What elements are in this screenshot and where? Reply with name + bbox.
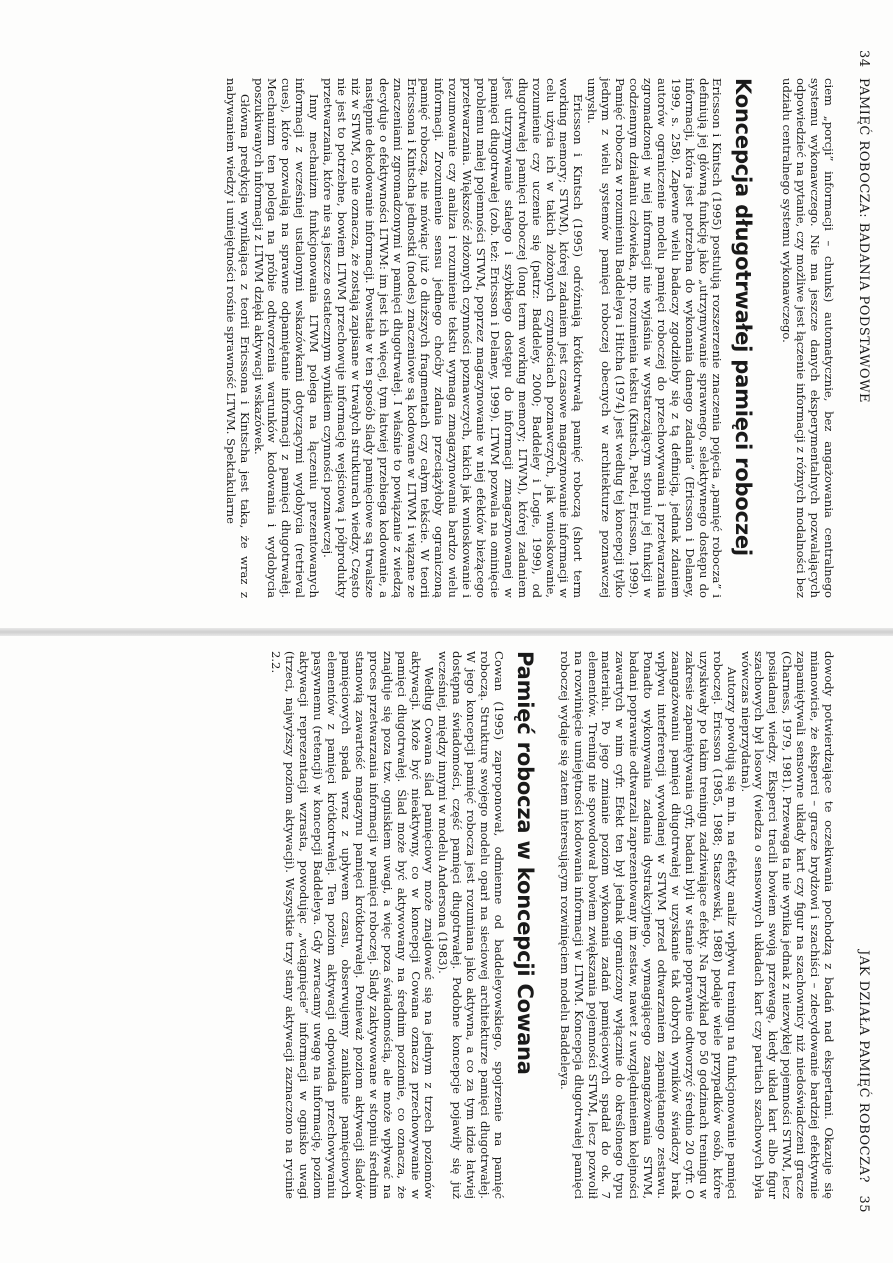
book-gutter: [0, 628, 893, 636]
body-paragraph: Ericsson i Kintsch (1995) postulują rozszerzenie znaczenia pojęcia „pamięć robocza” i definiują jej główną funkcję jako „utrzymywanie sprawnego, selektywnego dostępu do informacji, która jest potrzebna do wykonania danego zadania” (Ericsson i Delaney, 1999, s. 258). Zapewne wielu badaczy zgodziłoby się z tą definicją, jednak zdaniem autorów ograniczenie modelu pamięci roboczej do przechowywania i przetwarzania zgromadzonej w niej informacji nie wyjaśnia w wystarczającym stopniu jej funkcji w codziennym działaniu człowieka, np. rozumienia tekstu (Kintsch, Patel, Ericsson, 1999). Pamięć robocza w rozumieniu Baddeleya i Hitcha (1974) jest według tej koncepcji tylko jednym z wielu systemów pamięci roboczej obecnych w architekturze poznawczej umysłu.: [585, 78, 725, 598]
right-page-body: [269, 651, 835, 1199]
body-paragraph: Inny mechanizm funkcjonowania LTWM polega na łączeniu prezentowanych informacji z wcześniej ustalonymi wskazówkami dotyczącymi wydobycia (retrieval cues), które pozwalają na sprawne odpamiętanie informacji z pamięci długotrwałej. Mechanizm ten polega na próbie odtworzenia warunków kodowania i wydobycia poszukiwanych informacji z LTWM dzięki aktywacji wskazówek.: [251, 78, 322, 598]
page-number: 35: [856, 1195, 871, 1213]
body-paragraph: Ericsson i Kintsch (1995) odróżniają krótkotrwałą pamięć roboczą (short term working memory; STWM), której zadaniem jest czasowe magazynowanie informacji w celu użycia ich w takich złożonych czynnościach poznawczych, jak wnioskowanie, rozumienie czy uczenie się (patrz: Baddeley, 2000; Baddeley i Logie, 1999), od długotrwałej pamięci roboczej (long term working memory; LTWM), której zadaniem jest utrzymywanie stałego i szybkiego dostępu do informacji zmagazynowanej w pamięci długotrwałej (zob. też: Ericsson i Delaney, 1999). LTWM pozwala na ominięcie problemu małej pojemności STWM, poprzez magazynowanie w niej efektów bieżącego przetwarzania. Większość złożonych czynności poznawczych, takich jak wnioskowanie i rozumowanie czy analiza i rozumienie tekstu wymaga zmagazynowania bardzo wielu informacji. Zrozumienie sensu jednego choćby zdania przeciążyłoby ograniczoną pamięć roboczą, nie mówiąc już o dłuższych fragmentach czy całym tekście. W teorii Ericssona i Kintscha jednostki (nodes) znaczeniowe są kodowane w LTWM i wiązane ze znaczeniami zgromadzonymi w pamięci długotrwałej. I właśnie to powiązanie z wiedzą decyduje o efektywności LTWM: im jest ich więcej, tym łatwiej przebiega kodowanie, a następnie dekodowanie informacji. Powstałe w ten sposób ślady pamięciowe są trwalsze niż w STWM, co nie oznacza, że zostają zapisane w trwałych strukturach wiedzy. Często nie jest to potrzebne, bowiem LTWM przechowuje informację wejściową i półprodukty przetwarzania, które nie są jeszcze ostatecznym wynikiem czynności poznawczej.: [321, 78, 586, 599]
page-number: 34: [856, 50, 871, 68]
right-page: [0, 643, 893, 1263]
section-heading: Koncepcja długotrwałej pamięci roboczej: [731, 78, 756, 556]
left-page-body: [223, 78, 835, 598]
running-head-title: JAK DZIAŁA PAMIĘĆ ROBOCZA?: [856, 950, 871, 1183]
body-paragraph: Autorzy powołują się m.in. na efekty analiz wpływu treningu na funkcjonowanie pamięci roboczej. Ericsson (1985, 1988; Staszewski, 1988) podaje wiele przypadków osób, które uzyskiwały po takim treningu zadziwiające efekty. Na przykład po 50 godzinach treningu w zakresie zapamiętywania cyfr, badani byli w stanie poprawnie odtworzyć średnio 20 cyfr. O zaangażowaniu pamięci długotrwałej w uzyskanie tak dobrych wyników świadczy brak wpływu interferencji wywołanej w STWM przed odtwarzaniem zapamiętanego zestawu. Ponadto wykonywania zadania dystrakcyjnego, wymagającego zaangażowania STWM, badani poprawnie odtwarzali zaprezentowany im zestaw, nawet z uwzględnieniem kolejności zawartych w nim cyfr. Efekt ten był jednak ograniczony wyłącznie do określonego typu materiału. Po jego zmianie poziom wykonania zadań pamięciowych spadał do ok. 7 elementów. Trening nie spowodował bowiem zwiększania pojemności STWM, lecz pozwolił na rozwinięcie umiejętności kodowania informacji w LTWM. Koncepcja długotrwałej pamięci roboczej wydaje się zatem interesującym rozwinięciem modelu Baddeleya.: [557, 651, 739, 1199]
body-paragraph: Według Cowana ślad pamięciowy może znajdować się na jednym z trzech poziomów aktywacji. Może być nieaktywny, co w koncepcji Cowana oznacza przechowywanie w pamięci długotrwałej. Ślad może być aktywowany na średnim poziomie, co oznacza, że znajduje się poza tzw. ogniskiem uwagi, a więc poza świadomością, ale może wpływać na proces przetwarzania informacji w pamięci roboczej. Ślady zaktywowane w stopniu średnim stanowią zawartość magazynu pamięci krótkotrwałej. Ponieważ poziom aktywacji śladów pamięciowych spada wraz z upływem czasu, obserwujemy zanikanie pamięciowych elementów z pamięci krótkotrwałej. Ten poziom aktywacji odpowiada przechowywaniu pasywnemu (retencji) w koncepcji Baddeleya. Gdy zwracamy uwagę na informację, poziom aktywacji reprezentacji wzrasta, powodując „wciągnięcie” informacji w ognisko uwagi (trzeci, najwyższy poziom aktywacji). Wszystkie trzy stany aktywacji zaznaczono na rycinie 2.2.: [269, 651, 437, 1199]
body-paragraph: Cowan (1995) zaproponował, odmienne od baddeleyowskiego, spojrzenie na pamięć roboczą. Strukturę swojego modelu oparł na sieciowej architekturze pamięci długotrwałej. W jego koncepcji pamięć robocza jest rozumiana jako aktywna, a co za tym idzie łatwiej dostępna świadomości, część pamięci długotrwałej. Podobne koncepcje pojawiły się już wcześniej, między innymi w modelu Andersona (1983).: [436, 651, 506, 1199]
intro-paragraph: ciem „porcji” informacji – chunks) automatycznie, bez angażowania centralnego systemu wykonawczego. Nie ma jeszcze danych eksperymentalnych pozwalających odpowiedzieć na pytanie, czy możliwe jest łączenie informacji z różnych modalności bez udziału centralnego systemu wykonawczego.: [780, 78, 836, 598]
body-paragraph: Główna predykcja wynikająca z teorii Ericssona i Kintscha jest taka, że wraz z nabywaniem wiedzy i umiejętności rośnie sprawność LTWM. Spektakularne: [223, 78, 252, 598]
left-page: [0, 0, 893, 620]
running-head-title: PAMIĘĆ ROBOCZA: BADANIA PODSTAWOWE: [856, 78, 871, 403]
body-paragraph: dowody potwierdzające te oczekiwania pochodzą z badań nad ekspertami. Okazuje się mianowicie, że eksperci – gracze brydżowi i szachiści – zdecydowanie bardziej efektywnie zapamiętywali sensowne układy kart czy figur na szachownicy niż niedoświadczeni gracze (Charness, 1979, 1981). Przewaga ta nie wynika jednak z niezwykłej pojemności STWM, lecz posiadanej wiedzy. Eksperci tracili bowiem swoją przewagę, kiedy układ kart albo figur szachowych był losowy (wiedza o sensownych układach kart czy partiach szachowych była wówczas nieprzydatna).: [738, 651, 836, 1199]
section-heading: Pamięć robocza w koncepcji Cowana: [512, 651, 537, 1075]
